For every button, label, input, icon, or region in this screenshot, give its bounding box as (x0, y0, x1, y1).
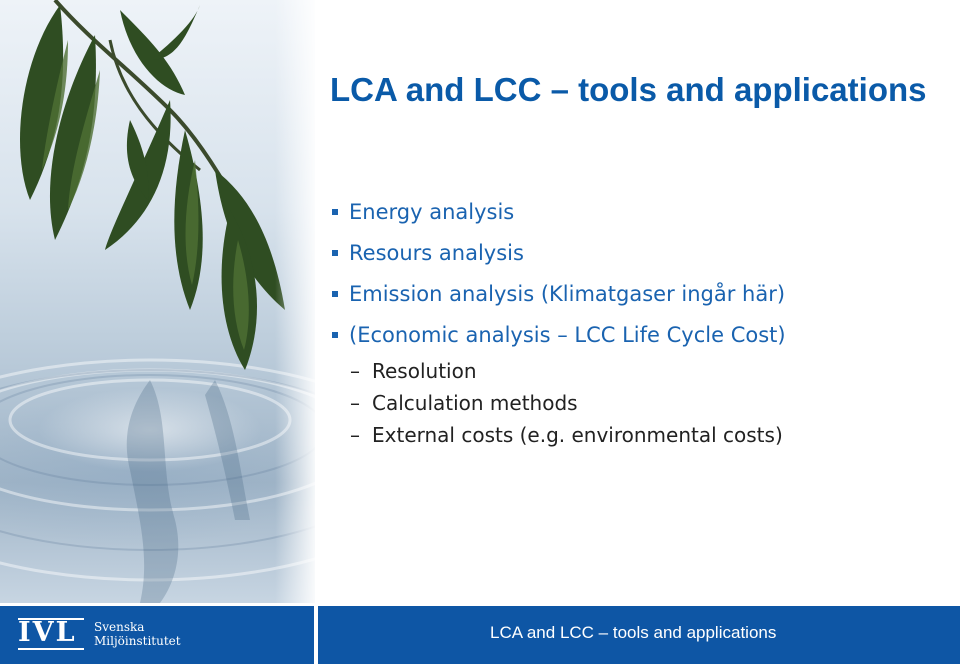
sub-item-text: Calculation methods (372, 391, 578, 415)
bullet-item (330, 198, 950, 226)
bullet-list (330, 198, 950, 353)
bullet-item (330, 239, 950, 267)
square-bullet-icon (332, 332, 338, 338)
square-bullet-icon (332, 291, 338, 297)
square-bullet-icon (332, 250, 338, 256)
dash-marker: – (350, 359, 360, 383)
slide-title: LCA and LCC – tools and applications (330, 71, 927, 108)
bullet-text: (Economic analysis – LCC Life Cycle Cost) (349, 323, 786, 347)
sub-list (350, 355, 950, 451)
photo-edge-fade (275, 0, 315, 603)
logo-rule-bottom (18, 648, 84, 650)
dash-marker: – (350, 423, 360, 447)
logo-name-line2: Miljöinstitutet (94, 634, 181, 648)
logo-mark: IVL (18, 617, 77, 648)
footer-title: LCA and LCC – tools and applications (490, 623, 777, 642)
sub-item (350, 419, 950, 451)
sub-item (350, 355, 950, 387)
sub-item (350, 387, 950, 419)
logo-name (94, 620, 181, 648)
footer-bar (318, 606, 960, 664)
bullet-extra-text: (Klimatgaser ingår här) (534, 282, 786, 306)
footer (0, 606, 960, 664)
bullet-text: Energy analysis (349, 200, 515, 224)
sub-item-text: External costs (e.g. environmental costs) (372, 423, 783, 447)
leaves-illustration (0, 0, 315, 603)
logo-name-line1: Svenska (94, 620, 145, 634)
dash-marker: – (350, 391, 360, 415)
sub-item-text: Resolution (372, 359, 477, 383)
leaves-water-photo (0, 0, 315, 603)
ivl-logo (0, 606, 314, 664)
bullet-text: Resours analysis (349, 241, 524, 265)
square-bullet-icon (332, 209, 338, 215)
bullet-item (330, 321, 950, 349)
bullet-item (330, 280, 950, 308)
bullet-text: Emission analysis (349, 282, 535, 306)
